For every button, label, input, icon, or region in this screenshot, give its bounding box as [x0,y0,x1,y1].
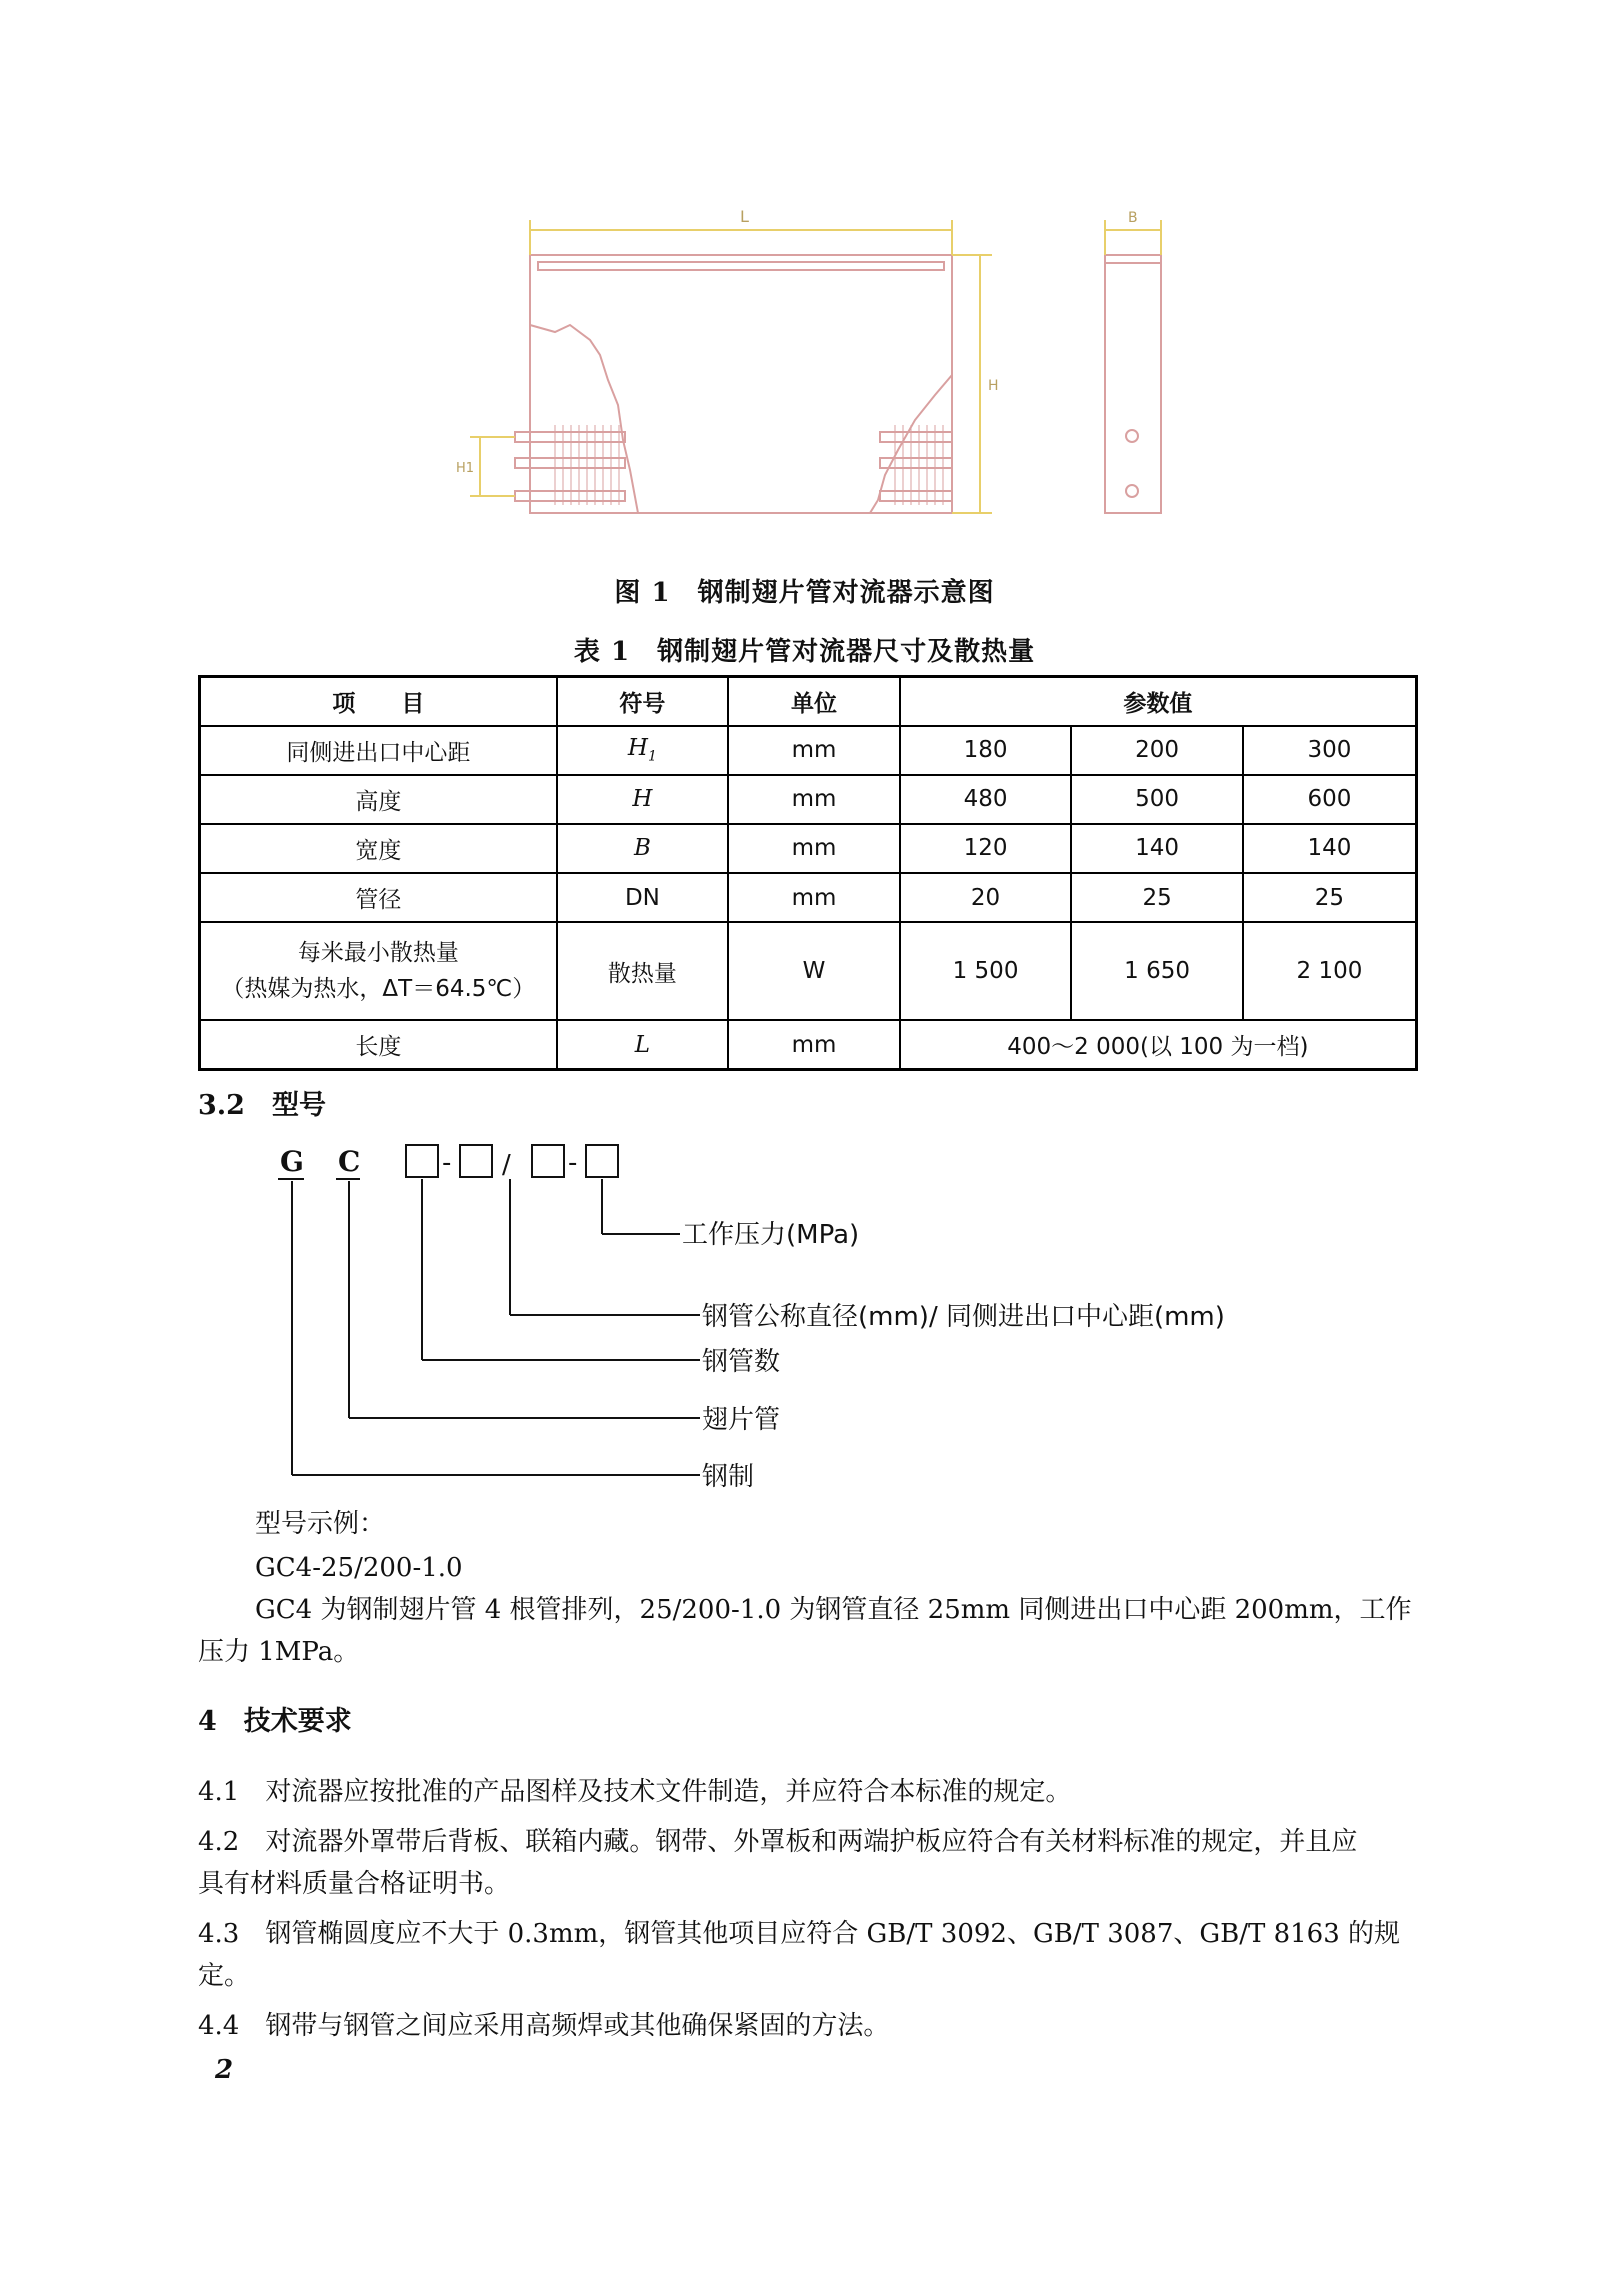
paragraph-4-3-line1: 4.3 钢管椭圆度应不大于 0.3mm，钢管其他项目应符合 GB/T 3092、GB/T 3087、GB/T 8163 的规 [198,1919,1401,1949]
example-title: 型号示例： [255,1509,386,1539]
model-box-center [532,1145,564,1177]
table-row [200,726,1417,775]
figure-caption: 图 1 钢制翅片管对流器示意图 [614,578,995,608]
model-box-count [406,1145,438,1177]
row-unit: mm [728,775,900,824]
row-value: 600 [1243,775,1417,824]
row-item: 宽度 [200,824,557,873]
model-box-diameter [460,1145,492,1177]
row-symbol: B [557,824,729,873]
row-value: 140 [1243,824,1417,873]
row-value: 200 [1071,726,1243,775]
table-row [200,922,1417,1020]
row-symbol: $H_1$ [557,726,729,775]
label-pipe-count: 钢管数 [702,1347,781,1377]
example-code: GC4-25/200-1.0 [255,1553,463,1583]
row-unit: mm [728,1020,900,1069]
row-value: 300 [1243,726,1417,775]
label-diameter-center: 钢管公称直径(mm)/ 同侧进出口中心距(mm) [702,1302,1225,1332]
table-row [200,1020,1417,1069]
model-box-pressure [586,1145,618,1177]
row-value: 140 [1071,824,1243,873]
paragraph-4-1: 4.1 对流器应按批准的产品图样及技术文件制造，并应符合本标准的规定。 [198,1777,1072,1807]
paragraph-4-3-line2: 定。 [198,1961,251,1991]
model-code-diagram [270,1135,1310,1515]
row-symbol: H [557,775,729,824]
row-symbol: DN [557,873,729,922]
example-text-line2: 压力 1MPa。 [198,1637,360,1667]
row-value: 25 [1243,873,1417,922]
table-row [200,775,1417,824]
model-letter-g: G [280,1145,304,1178]
model-sep-1: - [442,1148,452,1178]
label-steel: 钢制 [702,1462,755,1492]
model-sep-2: - [568,1148,578,1178]
paragraph-4-2-line2: 具有材料质量合格证明书。 [198,1869,511,1899]
row-merged-value: 400～2 000(以 100 为一档) [900,1020,1417,1069]
row-symbol: L [557,1020,729,1069]
section-heading-4: 4 技术要求 [198,1706,352,1737]
row-value: 480 [900,775,1072,824]
row-symbol: 散热量 [557,922,729,1020]
row-item: 管径 [200,873,557,922]
dim-center-label: H1 [456,461,475,476]
table-caption: 表 1 钢制翅片管对流器尺寸及散热量 [573,637,1036,667]
convector-schematic-figure [440,200,1180,530]
paragraph-4-2-line1: 4.2 对流器外罩带后背板、联箱内藏。钢带、外罩板和两端护板应符合有关材料标准的规定，并且应 [198,1827,1358,1857]
header-symbol: 符号 [557,677,729,726]
dim-height-label: H [988,378,999,394]
table-row [200,873,1417,922]
row-unit: mm [728,824,900,873]
row-item: 长度 [200,1020,557,1069]
model-letter-c: C [338,1145,361,1178]
paragraph-4-4: 4.4 钢带与钢管之间应采用高频焊或其他确保紧固的方法。 [198,2011,890,2041]
row-value: 1 650 [1071,922,1243,1020]
section-heading-3-2: 3.2 型号 [198,1090,326,1121]
row-unit: W [728,922,900,1020]
row-unit: mm [728,726,900,775]
row-unit: mm [728,873,900,922]
row-value: 20 [900,873,1072,922]
label-pressure: 工作压力(MPa) [682,1220,860,1250]
row-item: 高度 [200,775,557,824]
header-item: 项 目 [200,677,557,726]
label-fin-tube: 翅片管 [702,1405,781,1435]
header-unit: 单位 [728,677,900,726]
table-row [200,824,1417,873]
row-value: 180 [900,726,1072,775]
dim-length-label: L [740,207,749,226]
example-text-line1: GC4 为钢制翅片管 4 根管排列，25/200-1.0 为钢管直径 25mm 同侧进出口中心距 200mm，工作 [255,1595,1412,1625]
page-number: 2 [215,2055,234,2085]
row-value: 2 100 [1243,922,1417,1020]
dim-width-label: B [1128,210,1138,226]
row-value: 1 500 [900,922,1072,1020]
model-slash: / [502,1150,511,1180]
header-values: 参数值 [900,677,1417,726]
row-value: 500 [1071,775,1243,824]
row-value: 25 [1071,873,1243,922]
row-value: 120 [900,824,1072,873]
spec-table [198,675,1418,1071]
table-header-row [200,677,1417,726]
row-item: 同侧进出口中心距 [200,726,557,775]
row-item: 每米最小散热量 （热媒为热水，ΔT＝64.5℃） [200,922,557,1020]
